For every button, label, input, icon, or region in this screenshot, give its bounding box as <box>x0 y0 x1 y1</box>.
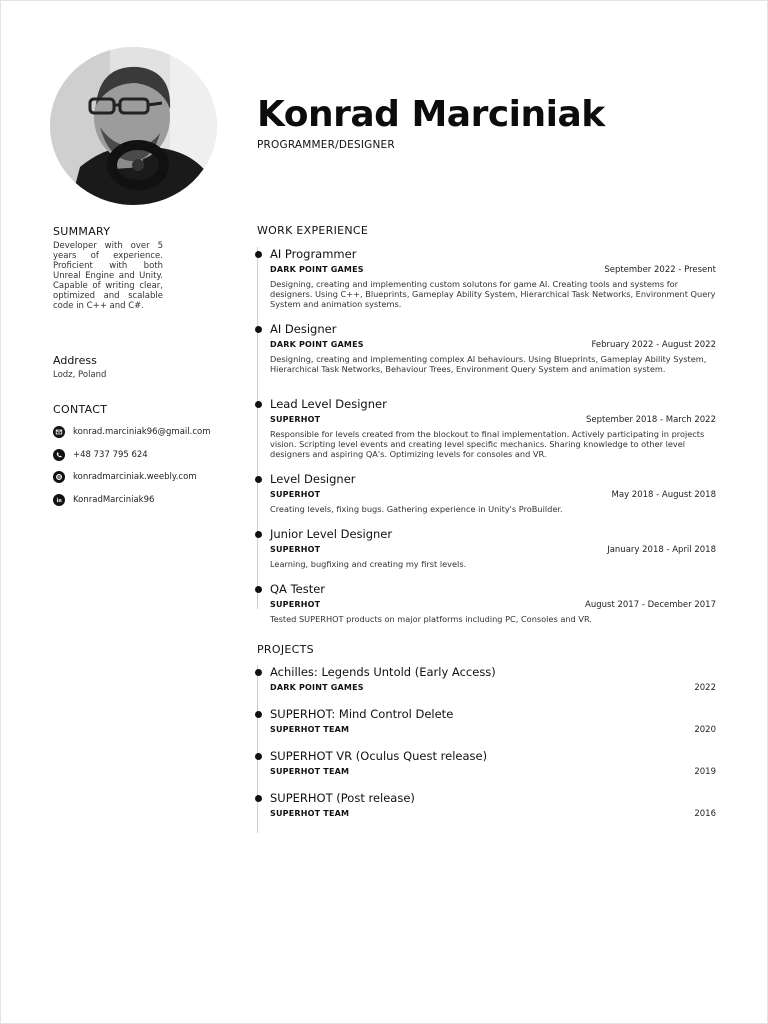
profile-photo <box>50 47 217 205</box>
timeline-dot <box>255 669 262 676</box>
contact-website[interactable] <box>53 466 221 489</box>
phone-icon <box>53 449 65 461</box>
contact-linkedin-text: KonradMarciniak96 <box>73 494 155 505</box>
job-description: Learning, bugfixing and creating my first levels. <box>270 559 467 569</box>
contact-email-text: konrad.marciniak96@gmail.com <box>73 427 211 438</box>
project-company: SUPERHOT TEAM <box>270 809 350 818</box>
timeline-dot <box>255 753 262 760</box>
company-name: SUPERHOT <box>270 545 321 554</box>
contact-email[interactable] <box>53 421 221 444</box>
projects-timeline <box>257 665 717 833</box>
timeline-dot <box>255 586 262 593</box>
projects-heading: PROJECTS <box>257 643 314 656</box>
job-dates: September 2018 - March 2022 <box>585 415 716 425</box>
project-company: SUPERHOT TEAM <box>270 767 350 776</box>
project-title: SUPERHOT: Mind Control Delete <box>270 707 454 721</box>
job-title: AI Programmer <box>270 247 357 261</box>
job-dates: February 2022 - August 2022 <box>591 340 716 350</box>
project-title: SUPERHOT VR (Oculus Quest release) <box>270 749 488 763</box>
job-title: AI Designer <box>270 322 337 336</box>
timeline-dot <box>255 795 262 802</box>
job-dates: May 2018 - August 2018 <box>611 490 716 500</box>
timeline-dot <box>255 401 262 408</box>
job-description: Creating levels, fixing bugs. Gathering experience in Unity's ProBuilder. <box>270 504 563 514</box>
job-description: Designing, creating and implementing complex AI behaviours. Using Blueprints, Gameplay Ability System, Hierarchical Task Networks, Behaviour Trees, Environment Query System and animation system. <box>270 354 707 374</box>
project-title: Achilles: Legends Untold (Early Access) <box>270 665 496 679</box>
timeline-dot <box>255 251 262 258</box>
project-company: DARK POINT GAMES <box>270 683 364 692</box>
linkedin-icon <box>53 494 65 506</box>
project-year: 2019 <box>694 767 716 777</box>
work-timeline <box>257 247 717 624</box>
contact-phone[interactable] <box>53 444 221 467</box>
candidate-name: Konrad Marciniak <box>257 94 605 135</box>
project-title: SUPERHOT (Post release) <box>270 791 415 805</box>
website-icon <box>53 471 65 483</box>
summary-heading: SUMMARY <box>53 225 111 238</box>
job-description: Responsible for levels created from the blockout to final implementation. Actively participating in projects vision. Scripting level events and creating level specific mechanics. Sharing knowledge to other level designers and aspiring QA's. Optimizing levels for consoles and VR. <box>270 429 705 459</box>
timeline-dot <box>255 711 262 718</box>
job-description: Designing, creating and implementing custom solutons for game AI. Creating tools and systems for designers. Using C++, Blueprints, Gameplay Ability System, Hierarchical Task Networks, Environment Query System and animation systems. <box>270 279 716 309</box>
job-title: Level Designer <box>270 472 356 486</box>
job-description: Tested SUPERHOT products on major platforms including PC, Consoles and VR. <box>270 614 592 624</box>
candidate-role: PROGRAMMER/DESIGNER <box>257 139 395 151</box>
contact-phone-text: +48 737 795 624 <box>73 449 148 460</box>
contact-list <box>53 421 221 511</box>
company-name: SUPERHOT <box>270 415 321 424</box>
contact-website-text: konradmarciniak.weebly.com <box>73 472 197 483</box>
work-experience-heading: WORK EXPERIENCE <box>257 224 369 237</box>
job-title: Junior Level Designer <box>270 527 393 541</box>
timeline-dot <box>255 476 262 483</box>
address-heading: Address <box>53 354 97 367</box>
project-year: 2016 <box>694 809 716 819</box>
company-name: DARK POINT GAMES <box>270 265 364 274</box>
contact-linkedin[interactable] <box>53 489 221 512</box>
job-title: Lead Level Designer <box>270 397 387 411</box>
timeline-dot <box>255 326 262 333</box>
project-year: 2022 <box>694 683 716 693</box>
summary-text: Developer with over 5 years of experience. Proficient with both Unreal Engine and Unity. Capable of writing clear, optimized and scalable code in C++ and C#. <box>53 241 163 311</box>
job-title: QA Tester <box>270 582 326 596</box>
company-name: SUPERHOT <box>270 490 321 499</box>
job-dates: January 2018 - April 2018 <box>607 545 716 555</box>
project-company: SUPERHOT TEAM <box>270 725 350 734</box>
timeline-dot <box>255 531 262 538</box>
job-dates: August 2017 - December 2017 <box>585 600 716 610</box>
contact-heading: CONTACT <box>53 403 108 416</box>
project-year: 2020 <box>694 725 716 735</box>
address-text: Lodz, Poland <box>53 370 107 380</box>
company-name: SUPERHOT <box>270 600 321 609</box>
email-icon <box>53 426 65 438</box>
job-dates: September 2022 - Present <box>604 265 716 275</box>
company-name: DARK POINT GAMES <box>270 340 364 349</box>
